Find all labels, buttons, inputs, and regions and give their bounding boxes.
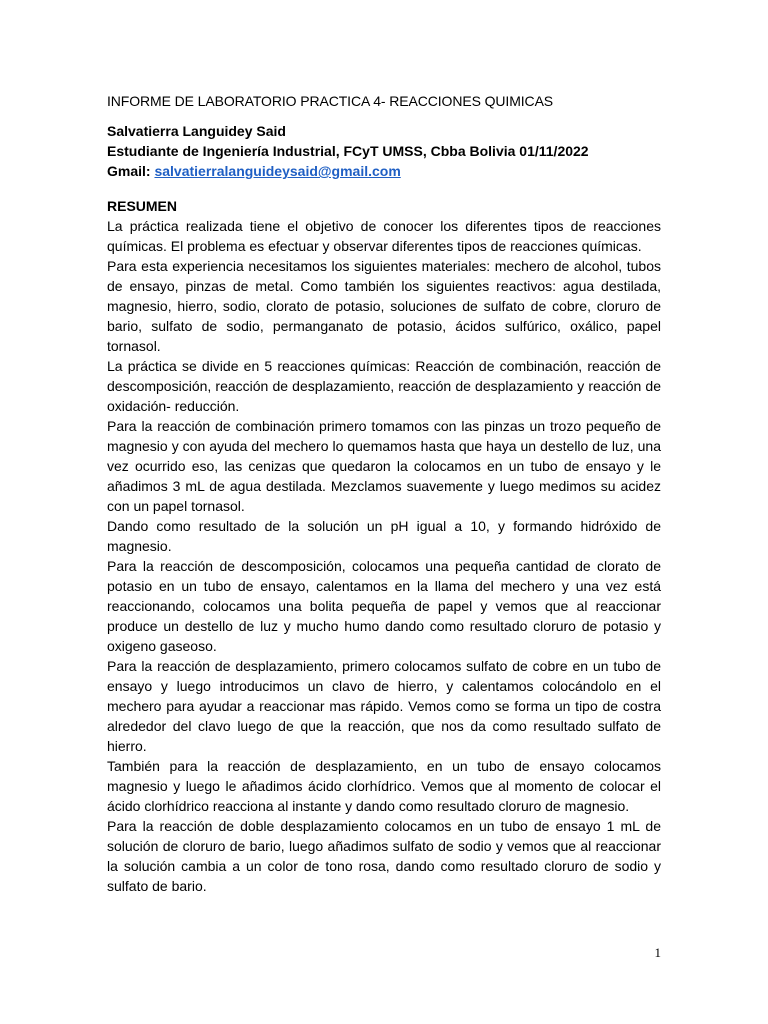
author-affiliation: Estudiante de Ingeniería Industrial, FCyT UMSS, Cbba Bolivia 01/11/2022 — [107, 143, 589, 159]
document-content — [107, 91, 661, 896]
paragraph: La práctica realizada tiene el objetivo de conocer los diferentes tipos de reacciones químicas. El problema es efectuar y observar diferentes tipos de reacciones químicas. — [107, 218, 661, 254]
section-heading-resumen: RESUMEN — [107, 198, 178, 214]
paragraph: La práctica se divide en 5 reacciones químicas: Reacción de combinación, reacción de descomposición, reacción de desplazamiento, reacción de desplazamiento y reacción de oxidación- reducción. — [107, 358, 661, 414]
page-number: 1 — [654, 945, 661, 960]
paragraph: Para la reacción de combinación primero tomamos con las pinzas un trozo pequeño de magnesio y con ayuda del mechero lo quemamos hasta que haya un destello de luz, una vez ocurrido eso, las cenizas que quedaron la colocamos en un tubo de ensayo y le añadimos 3 mL de agua destilada. Mezclamos suavemente y luego medimos su acidez con un papel tornasol. — [107, 418, 661, 514]
paragraph: Dando como resultado de la solución un pH igual a 10, y formando hidróxido de magnesio. — [107, 518, 661, 554]
author-name: Salvatierra Languidey Said — [107, 123, 286, 139]
author-block — [107, 121, 661, 181]
email-label: Gmail: — [107, 163, 151, 179]
paragraph: También para la reacción de desplazamiento, en un tubo de ensayo colocamos magnesio y luego le añadimos ácido clorhídrico. Vemos que al momento de colocar el ácido clorhídrico reacciona al instante y dando como resultado cloruro de magnesio. — [107, 758, 661, 814]
paragraph: Para la reacción de doble desplazamiento colocamos en un tubo de ensayo 1 mL de solución de cloruro de bario, luego añadimos sulfato de sodio y vemos que al reaccionar la solución cambia a un color de tono rosa, dando como resultado cloruro de sodio y sulfato de bario. — [107, 818, 661, 894]
email-link[interactable]: salvatierralanguideysaid@gmail.com — [154, 163, 401, 179]
paragraph: Para la reacción de desplazamiento, primero colocamos sulfato de cobre en un tubo de ensayo y luego introducimos un clavo de hierro, y calentamos colocándolo en el mechero para ayudar a reaccionar mas rápido. Vemos como se forma un tipo de costra alrededor del clavo luego de que la reacción, que nos da como resultado sulfato de hierro. — [107, 658, 661, 754]
document-title: INFORME DE LABORATORIO PRACTICA 4- REACCIONES QUIMICAS — [107, 93, 554, 109]
paragraph: Para la reacción de descomposición, colocamos una pequeña cantidad de clorato de potasio en un tubo de ensayo, calentamos en la llama del mechero y una vez está reaccionando, colocamos una bolita pequeña de papel y vemos que al reaccionar produce un destello de luz y mucho humo dando como resultado cloruro de potasio y oxigeno gaseoso. — [107, 558, 661, 654]
paragraph: Para esta experiencia necesitamos los siguientes materiales: mechero de alcohol, tubos de ensayo, pinzas de metal. Como también los siguientes reactivos: agua destilada, magnesio, hierro, sodio, clorato de potasio, soluciones de sulfato de cobre, cloruro de bario, sulfato de sodio, permanganato de potasio, ácidos sulfúrico, oxálico, papel tornasol. — [107, 258, 661, 354]
author-email-line — [107, 161, 661, 181]
